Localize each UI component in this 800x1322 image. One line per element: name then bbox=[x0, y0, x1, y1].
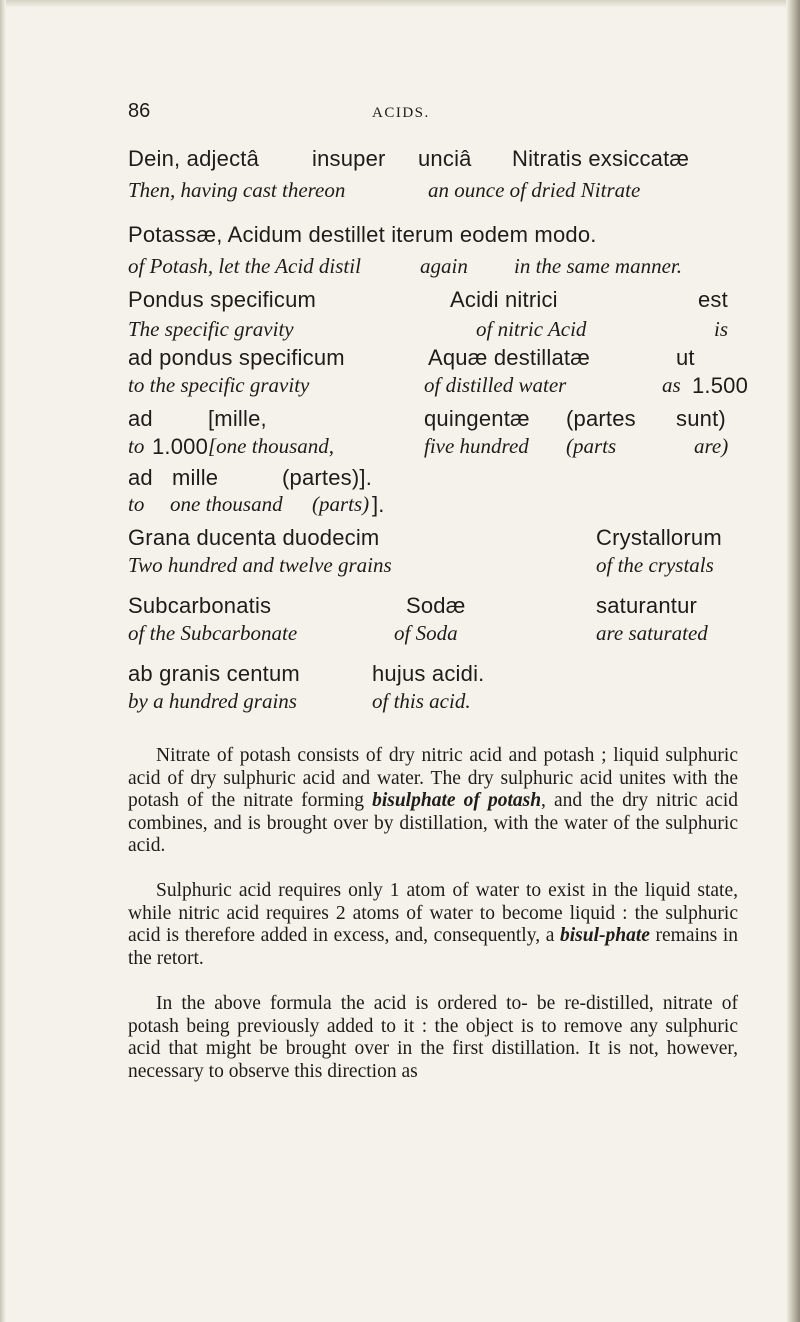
formula-r5-english-value: 1.000 bbox=[152, 434, 209, 459]
formula-r4-latin-2: Aquæ destillatæ bbox=[428, 345, 590, 370]
formula-r5-english-2: [one thousand, bbox=[208, 434, 334, 458]
page-top-edge bbox=[0, 0, 800, 8]
formula-r1-english-1: Then, having cast thereon bbox=[128, 178, 346, 202]
formula-r5-latin-1: ad bbox=[128, 406, 153, 431]
formula-r2-english-1: of Potash, let the Acid distil bbox=[128, 254, 361, 278]
formula-r5-english-1: to bbox=[128, 434, 145, 458]
formula-r4-latin-1: ad pondus specificum bbox=[128, 345, 345, 370]
formula-r3-latin-3: est bbox=[698, 287, 728, 312]
formula-r8-latin-1: Subcarbonatis bbox=[128, 593, 272, 618]
formula-r9-latin-1: ab granis centum bbox=[128, 661, 300, 686]
paragraph-1-text-before: Nitrate of potash consists of dry nitric acid and potash ; liquid sulphuric acid of dry sulphuric acid and water. The dry sulphuric acid unites with the potash of the nitrate forming bbox=[128, 745, 738, 812]
formula-r4-value: 1.500 bbox=[692, 373, 749, 398]
formula-r3-english-1: The specific gravity bbox=[128, 317, 294, 341]
formula-r8-english-2: of Soda bbox=[394, 621, 458, 645]
formula-r1-english-2: an ounce of dried Nitrate bbox=[428, 178, 641, 202]
paragraph-2-text-after: remains in the retort. bbox=[128, 925, 739, 969]
page-number: 86 bbox=[128, 100, 151, 122]
formula-r1-latin-3: unciâ bbox=[418, 146, 472, 171]
formula-r5-latin-5: sunt) bbox=[676, 406, 726, 431]
formula-r8-english-1: of the Subcarbonate bbox=[128, 621, 298, 645]
formula-r5-latin-4: (partes bbox=[566, 406, 636, 431]
running-title: ACIDS. bbox=[372, 105, 430, 121]
formula-r6-english-2: one thousand bbox=[170, 492, 283, 516]
formula-r7-latin-1: Grana ducenta duodecim bbox=[128, 525, 380, 550]
page-left-edge bbox=[0, 0, 6, 1322]
page-right-edge bbox=[786, 0, 800, 1322]
formula-r9-english-1: by a hundred grains bbox=[128, 689, 297, 713]
formula-r5-english-3: five hundred bbox=[424, 434, 529, 458]
paragraph-1-text-after: , and the dry nitric acid combines, and is brought over by distillation, with the water of the sulphuric acid. bbox=[128, 790, 738, 857]
formula-r1-latin-4: Nitratis exsiccatæ bbox=[512, 146, 690, 171]
paragraph-2-emphasis: bisul-phate bbox=[559, 925, 650, 947]
formula-r7-english-1: Two hundred and twelve grains bbox=[128, 553, 392, 577]
commentary-paragraph-3: In the above formula the acid is ordered to- be re-distilled, nitrate of potash being previously added to it : the object is to remove any sulphuric acid that might be brought over in the first distillation. It is not, however, necessary to observe this direction as bbox=[128, 993, 738, 1082]
formula-r3-latin-2: Acidi nitrici bbox=[450, 287, 558, 312]
formula-r3-english-3: is bbox=[714, 317, 729, 341]
paragraph-2-text-before: Sulphuric acid requires only 1 atom of water to exist in the liquid state, while nitric acid requires 2 atoms of water to become liquid : the sulphuric acid is therefore added in excess, and, consequently, a bbox=[128, 880, 738, 947]
formula-r6-latin-1: ad bbox=[128, 465, 153, 490]
formula-r8-latin-3: saturantur bbox=[596, 593, 698, 618]
commentary-paragraph-2 bbox=[128, 880, 738, 970]
formula-r4-english-1: to the specific gravity bbox=[128, 373, 310, 397]
formula-r7-latin-2: Crystallorum bbox=[596, 525, 722, 550]
formula-r9-latin-2: hujus acidi. bbox=[372, 661, 485, 686]
formula-r4-english-2: of distilled water bbox=[424, 373, 567, 397]
formula-r3-english-2: of nitric Acid bbox=[476, 317, 587, 341]
formula-r5-latin-3: quingentæ bbox=[424, 406, 530, 431]
formula-r6-english-3: (parts) bbox=[312, 492, 370, 516]
commentary-paragraph-1 bbox=[128, 745, 738, 858]
formula-r6-latin-3: (partes)]. bbox=[282, 465, 373, 490]
formula-r2-latin: Potassæ, Acidum destillet iterum eodem modo. bbox=[128, 222, 597, 247]
formula-r9-english-2: of this acid. bbox=[372, 689, 471, 713]
formula-r6-english-4: ]. bbox=[372, 492, 385, 517]
formula-r6-latin-2: mille bbox=[172, 465, 219, 490]
formula-r6-english-1: to bbox=[128, 492, 145, 516]
formula-r5-english-4: (parts bbox=[566, 434, 617, 458]
formula-r2-english-3: in the same manner. bbox=[514, 254, 682, 278]
formula-r4-english-3: as bbox=[662, 373, 681, 397]
formula-r1-latin-1: Dein, adjectâ bbox=[128, 146, 260, 171]
paragraph-1-emphasis: bisulphate of potash bbox=[372, 790, 542, 812]
formula-r3-latin-1: Pondus specificum bbox=[128, 287, 317, 312]
formula-r1-latin-2: insuper bbox=[312, 146, 386, 171]
formula-r8-english-3: are saturated bbox=[596, 621, 708, 645]
formula-r5-english-5: are) bbox=[694, 434, 729, 458]
formula-r7-english-2: of the crystals bbox=[596, 553, 714, 577]
formula-r2-english-2: again bbox=[420, 254, 468, 278]
formula-r5-latin-2: [mille, bbox=[208, 406, 267, 431]
formula-r4-latin-3: ut bbox=[676, 345, 695, 370]
formula-r8-latin-2: Sodæ bbox=[406, 593, 466, 618]
